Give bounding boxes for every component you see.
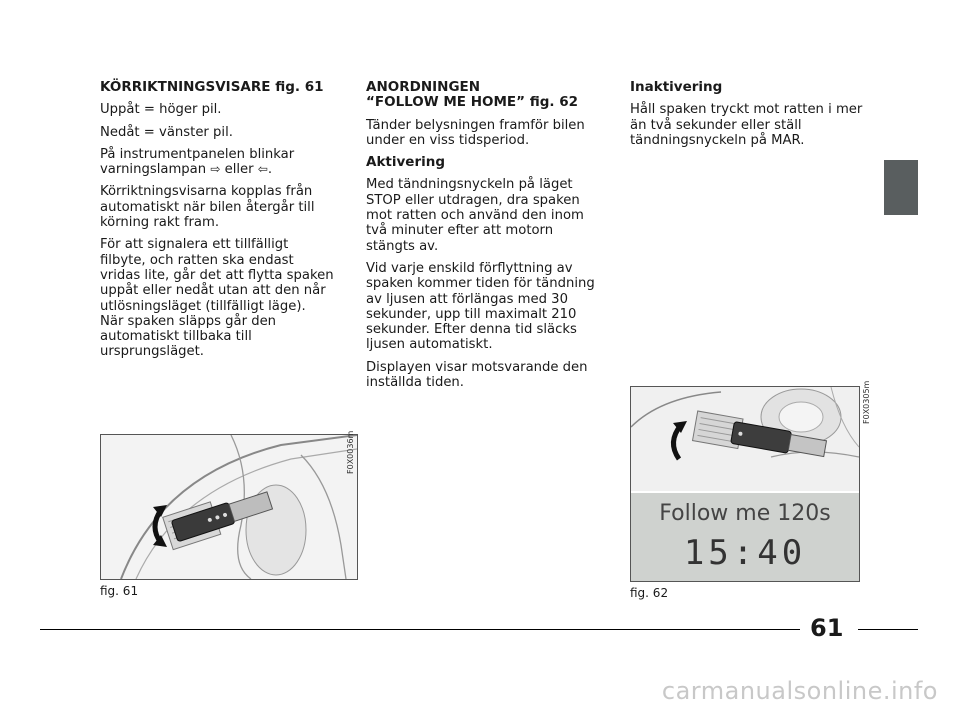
paragraph-down: Nedåt = vänster pil. — [100, 124, 233, 140]
figure-62-caption: fig. 62 — [630, 586, 669, 600]
paragraph-activation: Med tändningsnyckeln på läget STOP eller utdragen, dra spaken mot ratten och använd den inom två minuter efter att motorn stängts av. — [366, 177, 584, 254]
paragraph-lane-change: För att signalera ett tillfälligt filbyte, och ratten ska endast vridas lite, går det att flytta spaken uppåt eller nedåt utan att den når utlösningsläget (tillfälligt läge). — [100, 237, 334, 314]
period-text: . — [267, 162, 273, 178]
figure-61-code: F0X0036m — [346, 430, 355, 474]
warning-light-text: På instrumentpanelen blinkar varningslampan — [100, 146, 295, 178]
activation-subheading: Aktivering — [366, 154, 446, 171]
display-message: Follow me 120s — [659, 501, 831, 526]
footer-rule-right — [858, 629, 918, 630]
paragraph-intro: Tänder belysningen framför bilen under en viss tidsperiod. — [366, 117, 585, 148]
paragraph-warning-light — [100, 147, 335, 178]
figure-62-illustration — [630, 386, 860, 582]
paragraph-display: Displayen visar motsvarande den inställda tiden. — [366, 359, 588, 391]
deactivation-section — [630, 80, 870, 155]
paragraph-auto-off: Körriktningsvisarna kopplas från automatiskt när bilen återgår till körning rakt fram. — [100, 184, 315, 231]
or-text: eller — [224, 162, 254, 178]
heading-line-2: “FOLLOW ME HOME” fig. 62 — [366, 94, 579, 111]
page-number: 61 — [810, 614, 844, 642]
left-arrow-icon: ⇦ — [257, 162, 268, 177]
follow-me-display — [631, 491, 859, 581]
right-arrow-icon: ⇨ — [210, 162, 221, 177]
figure-62-code: F0X0305m — [862, 380, 871, 424]
paragraph-release: När spaken släpps går den automatiskt tillbaka till ursprungsläget. — [100, 313, 277, 360]
paragraph-up: Uppåt = höger pil. — [100, 102, 222, 118]
heading-line-1: ANORDNINGEN — [366, 79, 481, 95]
follow-me-home-heading — [366, 80, 606, 111]
figure-61-caption: fig. 61 — [100, 584, 139, 598]
paragraph-extension: Vid varje enskild förflyttning av spaken kommer tiden för tändning av ljusen att förlängas med 30 sekunder, upp till maximalt 210 sekunder. Efter denna tid släcks ljusen automatiskt. — [366, 260, 595, 353]
footer-rule-left — [40, 629, 800, 630]
paragraph-deactivation: Håll spaken tryckt mot ratten i mer än två sekunder eller ställ tändningsnyckeln på MAR. — [630, 102, 863, 148]
turn-signal-section — [100, 80, 335, 367]
display-clock: 15:40 — [683, 533, 807, 573]
turn-signal-heading: KÖRRIKTNINGSVISARE fig. 61 — [100, 79, 324, 95]
watermark: carmanualsonline.info — [661, 677, 938, 705]
section-tab-marker — [884, 160, 918, 215]
figure-61-illustration — [100, 434, 358, 580]
follow-me-home-section — [366, 80, 606, 397]
deactivation-subheading: Inaktivering — [630, 79, 723, 95]
